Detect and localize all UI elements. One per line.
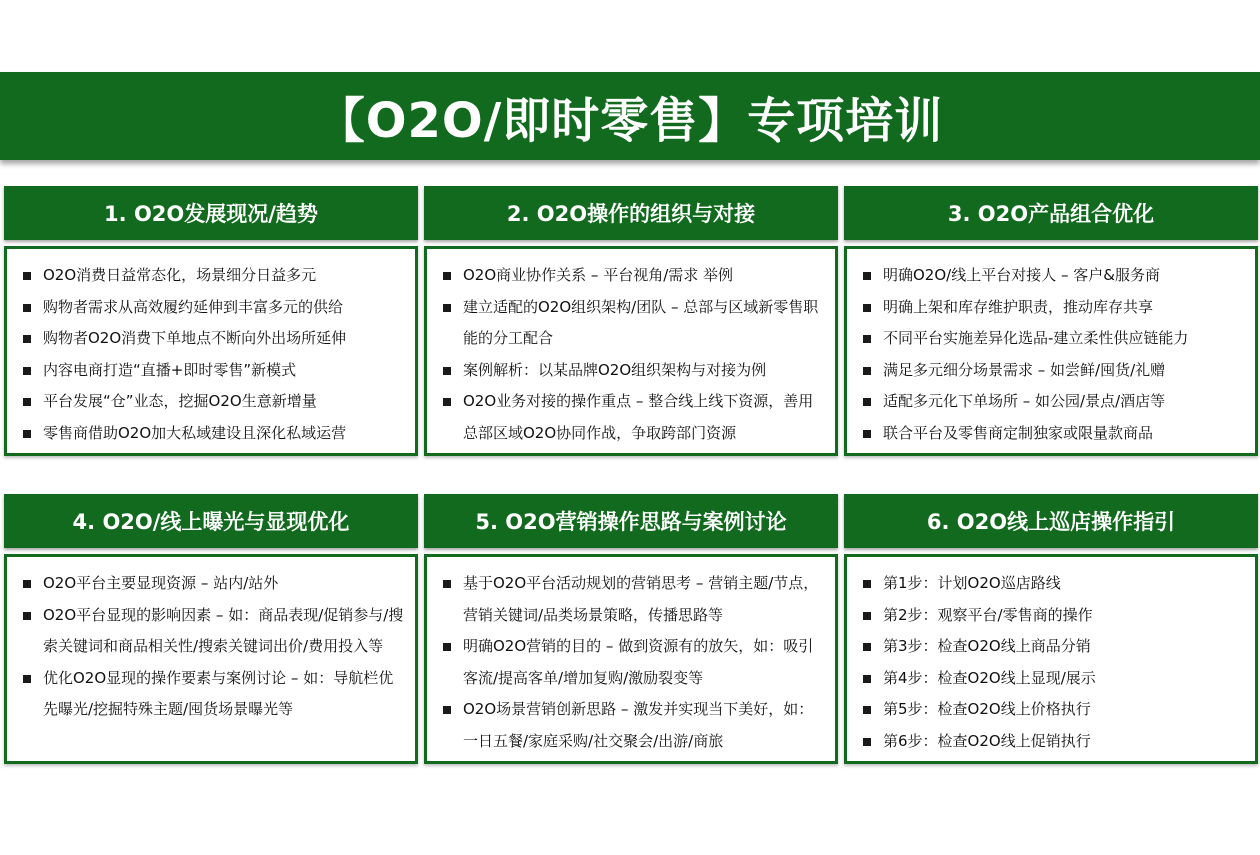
- card-body: [844, 554, 1258, 764]
- square-bullet-icon: [861, 568, 883, 600]
- card-body: [4, 554, 418, 764]
- square-bullet-icon: [861, 292, 883, 324]
- card-header: [424, 186, 838, 240]
- square-bullet-icon: [861, 631, 883, 663]
- list-item-text: 不同平台实施差异化选品-建立柔性供应链能力: [883, 329, 1189, 347]
- list-item: [861, 726, 1247, 758]
- square-bullet-icon: [441, 355, 463, 387]
- list-item-text: 第5步：检查O2O线上价格执行: [883, 700, 1091, 718]
- card-o2o-trends: [4, 186, 418, 456]
- list-item-text: 第4步：检查O2O线上显现/展示: [883, 668, 1096, 687]
- list-item-text: 联合平台及零售商定制独家或限量款商品: [883, 423, 1154, 442]
- list-item-text: 购物者需求从高效履约延伸到丰富多元的供给: [43, 297, 344, 316]
- square-bullet-icon: [861, 323, 883, 355]
- list-item: [861, 323, 1247, 355]
- card-title: 2. O2O操作的组织与对接: [506, 202, 756, 226]
- list-item-text: O2O场景营销创新思路 – 激发并实现当下美好，如：一日五餐/家庭采购/社交聚会/出游/商旅: [463, 700, 814, 750]
- card-body: [424, 246, 838, 456]
- list-item-text: 建立适配的O2O组织架构/团队 – 总部与区域新零售职能的分工配合: [463, 297, 819, 347]
- list-item-text: O2O平台显现的影响因素 – 如：商品表现/促销参与/搜索关键词和商品相关性/搜索关键词出价/费用投入等: [43, 605, 404, 655]
- square-bullet-icon: [21, 568, 43, 600]
- list-item: [861, 355, 1247, 387]
- list-item-text: 优化O2O显现的操作要素与案例讨论 – 如：导航栏优先曝光/挖掘特殊主题/囤货场景曝光等: [43, 668, 394, 718]
- list-item: [21, 386, 407, 418]
- list-item: [21, 323, 407, 355]
- list-item: [21, 260, 407, 292]
- list-item-text: 内容电商打造“直播+即时零售”新模式: [43, 360, 297, 379]
- list-item-text: 基于O2O平台活动规划的营销思考 – 营销主题/节点，营销关键词/品类场景策略，传播思路等: [463, 574, 819, 624]
- square-bullet-icon: [861, 694, 883, 726]
- card-o2o-store-check: [844, 494, 1258, 764]
- square-bullet-icon: [861, 260, 883, 292]
- list-item: [21, 568, 407, 600]
- list-item-text: 第6步：检查O2O线上促销执行: [883, 731, 1091, 750]
- square-bullet-icon: [861, 418, 883, 450]
- list-item: [21, 600, 407, 663]
- card-o2o-organization: [424, 186, 838, 456]
- list-item: [21, 355, 407, 387]
- list-item-text: 第1步：计划O2O巡店路线: [883, 574, 1061, 592]
- square-bullet-icon: [861, 355, 883, 387]
- square-bullet-icon: [441, 631, 463, 663]
- card-header: [424, 494, 838, 548]
- card-title: 4. O2O/线上曝光与显现优化: [72, 510, 350, 534]
- card-o2o-product-mix: [844, 186, 1258, 456]
- list-item: [861, 663, 1247, 695]
- card-body: [424, 554, 838, 764]
- card-header: [844, 186, 1258, 240]
- list-item-text: 适配多元化下单场所 – 如公园/景点/酒店等: [883, 392, 1166, 410]
- square-bullet-icon: [441, 386, 463, 418]
- list-item: [861, 568, 1247, 600]
- square-bullet-icon: [21, 600, 43, 632]
- title-banner: [0, 72, 1260, 160]
- list-item: [861, 260, 1247, 292]
- square-bullet-icon: [861, 600, 883, 632]
- list-item-text: 案例解析：以某品牌O2O组织架构与对接为例: [463, 360, 767, 379]
- list-item: [21, 292, 407, 324]
- list-item: [441, 355, 827, 387]
- square-bullet-icon: [441, 292, 463, 324]
- list-item-text: 明确O2O营销的目的 – 做到资源有的放矢，如：吸引客流/提高客单/增加复购/激励裂变等: [463, 637, 814, 687]
- square-bullet-icon: [21, 323, 43, 355]
- card-title: 3. O2O产品组合优化: [947, 202, 1155, 226]
- list-item: [441, 694, 827, 757]
- list-item-text: 购物者O2O消费下单地点不断向外出场所延伸: [43, 329, 347, 347]
- list-item: [21, 663, 407, 726]
- list-item: [441, 260, 827, 292]
- card-o2o-exposure: [4, 494, 418, 764]
- list-item-text: 零售商借助O2O加大私域建设且深化私域运营: [43, 423, 347, 442]
- list-item: [861, 418, 1247, 450]
- list-item: [21, 418, 407, 450]
- card-title: 1. O2O发展现况/趋势: [104, 202, 318, 226]
- list-item-text: 第3步：检查O2O线上商品分销: [883, 637, 1091, 655]
- card-o2o-marketing: [424, 494, 838, 764]
- card-title: 6. O2O线上巡店操作指引: [926, 510, 1176, 534]
- list-item: [861, 292, 1247, 324]
- list-item: [861, 694, 1247, 726]
- square-bullet-icon: [21, 292, 43, 324]
- card-header: [844, 494, 1258, 548]
- square-bullet-icon: [441, 694, 463, 726]
- square-bullet-icon: [21, 418, 43, 450]
- card-header: [4, 494, 418, 548]
- card-body: [4, 246, 418, 456]
- list-item: [441, 568, 827, 631]
- list-item: [441, 631, 827, 694]
- list-item: [441, 292, 827, 355]
- list-item-text: 平台发展“仓”业态，挖掘O2O生意新增量: [43, 392, 317, 410]
- square-bullet-icon: [441, 568, 463, 600]
- page-title: 【O2O/即时零售】专项培训: [316, 92, 944, 149]
- list-item-text: O2O平台主要显现资源 – 站内/站外: [43, 574, 279, 592]
- list-item-text: O2O商业协作关系 – 平台视角/需求 举例: [463, 266, 734, 284]
- list-item-text: O2O消费日益常态化，场景细分日益多元: [43, 266, 317, 284]
- list-item-text: 明确O2O/线上平台对接人 – 客户&服务商: [883, 266, 1160, 284]
- square-bullet-icon: [21, 260, 43, 292]
- square-bullet-icon: [861, 663, 883, 695]
- list-item: [861, 386, 1247, 418]
- square-bullet-icon: [21, 355, 43, 387]
- square-bullet-icon: [21, 663, 43, 695]
- card-title: 5. O2O营销操作思路与案例讨论: [475, 510, 787, 534]
- square-bullet-icon: [861, 386, 883, 418]
- list-item-text: 第2步：观察平台/零售商的操作: [883, 605, 1093, 624]
- square-bullet-icon: [441, 260, 463, 292]
- list-item: [861, 600, 1247, 632]
- list-item-text: O2O业务对接的操作重点 – 整合线上线下资源，善用总部区域O2O协同作战，争取跨部门资源: [463, 392, 814, 442]
- card-header: [4, 186, 418, 240]
- list-item-text: 明确上架和库存维护职责，推动库存共享: [883, 297, 1154, 316]
- square-bullet-icon: [21, 386, 43, 418]
- list-item: [441, 386, 827, 449]
- square-bullet-icon: [861, 726, 883, 758]
- list-item-text: 满足多元细分场景需求 – 如尝鲜/囤货/礼赠: [883, 360, 1166, 379]
- list-item: [861, 631, 1247, 663]
- card-body: [844, 246, 1258, 456]
